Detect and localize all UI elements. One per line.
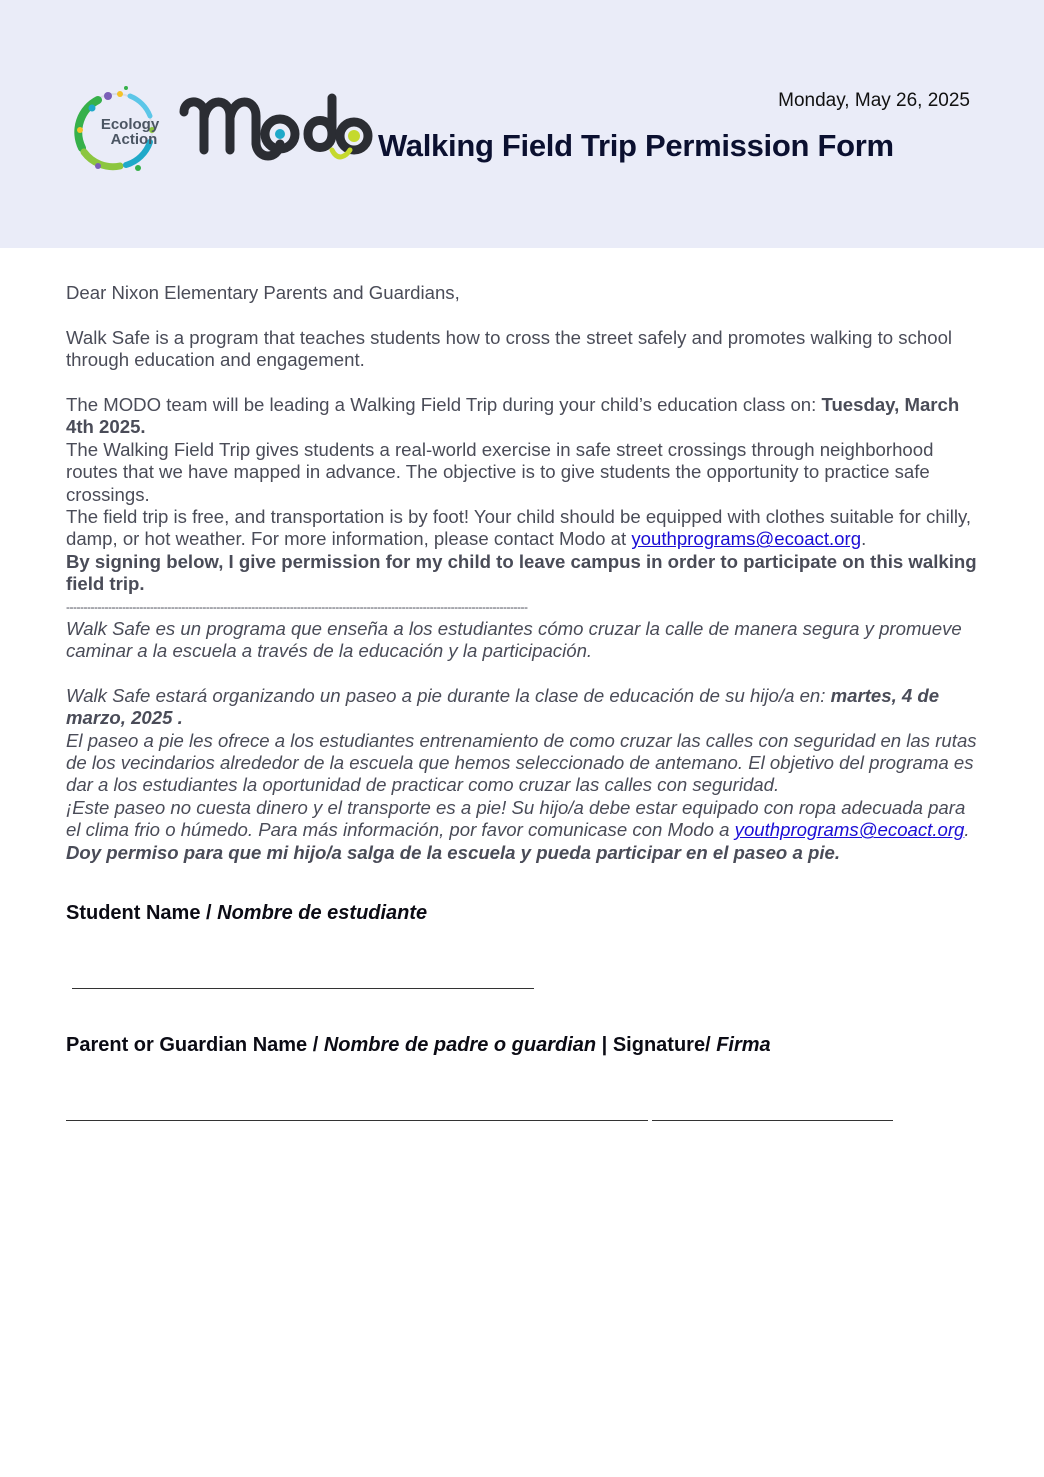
parent-name-label-en: Parent or Guardian Name /: [66, 1034, 324, 1056]
student-name-label: [66, 902, 427, 925]
trip-date: Tuesday, March 4th 2025.: [66, 394, 960, 438]
student-name-label-es: Nombre de estudiante: [217, 902, 428, 924]
signature-line[interactable]: [652, 1120, 893, 1121]
student-name-line[interactable]: [72, 988, 534, 989]
consent-statement-es: Doy permiso para que mi hijo/a salga de la escuela y pueda participar en el paseo a pie.: [66, 841, 840, 863]
form-date: Monday, May 26, 2025: [778, 90, 970, 111]
greeting: Dear Nixon Elementary Parents and Guardians,: [66, 282, 460, 303]
signature-label: | Signature/: [596, 1034, 717, 1056]
letter-body: [66, 282, 982, 864]
trip-date-es: martes, 4 de marzo, 2025 .: [66, 684, 940, 729]
modo-logo-text: modo: [178, 92, 181, 93]
trip-details-text: The field trip is free, and transportation is by foot! Your child should be equipped with clothes suitable for chilly, damp, or hot weather. For more information, please contact Modo at: [66, 506, 972, 550]
student-name-label-en: Student Name /: [66, 902, 218, 924]
trip-details: [66, 506, 982, 551]
eco-logo-word2: Action: [110, 131, 158, 148]
trip-announcement: [66, 394, 982, 439]
trip-announcement-text-es: Walk Safe estará organizando un paseo a pie durante la clase de educación de su hijo/a en:: [66, 684, 831, 706]
trip-details-end-es: .: [964, 819, 970, 841]
contact-email-link-es[interactable]: youthprograms@ecoact.org: [734, 819, 965, 841]
trip-details-end: .: [861, 528, 867, 550]
trip-description-es: El paseo a pie les ofrece a los estudiantes entrenamiento de como cruzar las calles con seguridad en las rutas de los vecindarios alrededor de la escuela que hemos seleccionado de antemano. El objetivo del programa es dar a los estudiantes la oportunidad de practicar como cruzar las calles con seguridad.: [66, 729, 977, 796]
page-title: Walking Field Trip Permission Form: [378, 128, 894, 163]
contact-email-link[interactable]: youthprograms@ecoact.org: [631, 528, 862, 550]
section-divider: ------------------------------------------------------------------------------------------------------------------------------------: [66, 599, 528, 614]
parent-name-label: [66, 1034, 771, 1057]
trip-description: The Walking Field Trip gives students a real-world exercise in safe street crossings through neighborhood routes that we have mapped in advance. The objective is to give students the opportunity to practice safe crossings.: [66, 438, 934, 505]
ecology-action-logo: [68, 86, 168, 176]
trip-announcement-es: [66, 685, 982, 730]
trip-details-text-es: ¡Este paseo no cuesta dinero y el transporte es a pie! Su hijo/a debe estar equipado con ropa adecuada para el clima frio o húmedo. Para más información, por favor comunicase con Modo a: [66, 796, 966, 841]
trip-announcement-text: The MODO team will be leading a Walking Field Trip during your child’s education class on:: [66, 394, 822, 415]
signature-label-es: Firma: [716, 1034, 771, 1056]
program-intro: Walk Safe is a program that teaches students how to cross the street safely and promotes walking to school through education and engagement.: [66, 326, 953, 371]
parent-name-label-es: Nombre de padre o guardian: [323, 1034, 597, 1056]
header-banner: [0, 0, 1044, 248]
program-intro-es: Walk Safe es un programa que enseña a los estudiantes cómo cruzar la calle de manera segura y promueve caminar a la escuela a través de la educación y la participación.: [66, 617, 962, 662]
modo-logo: [178, 92, 374, 170]
parent-name-line[interactable]: [66, 1120, 648, 1121]
consent-statement: By signing below, I give permission for my child to leave campus in order to participate on this walking field trip.: [66, 550, 977, 595]
eco-logo-word1: Ecology: [100, 116, 160, 133]
trip-details-es: [66, 797, 982, 842]
